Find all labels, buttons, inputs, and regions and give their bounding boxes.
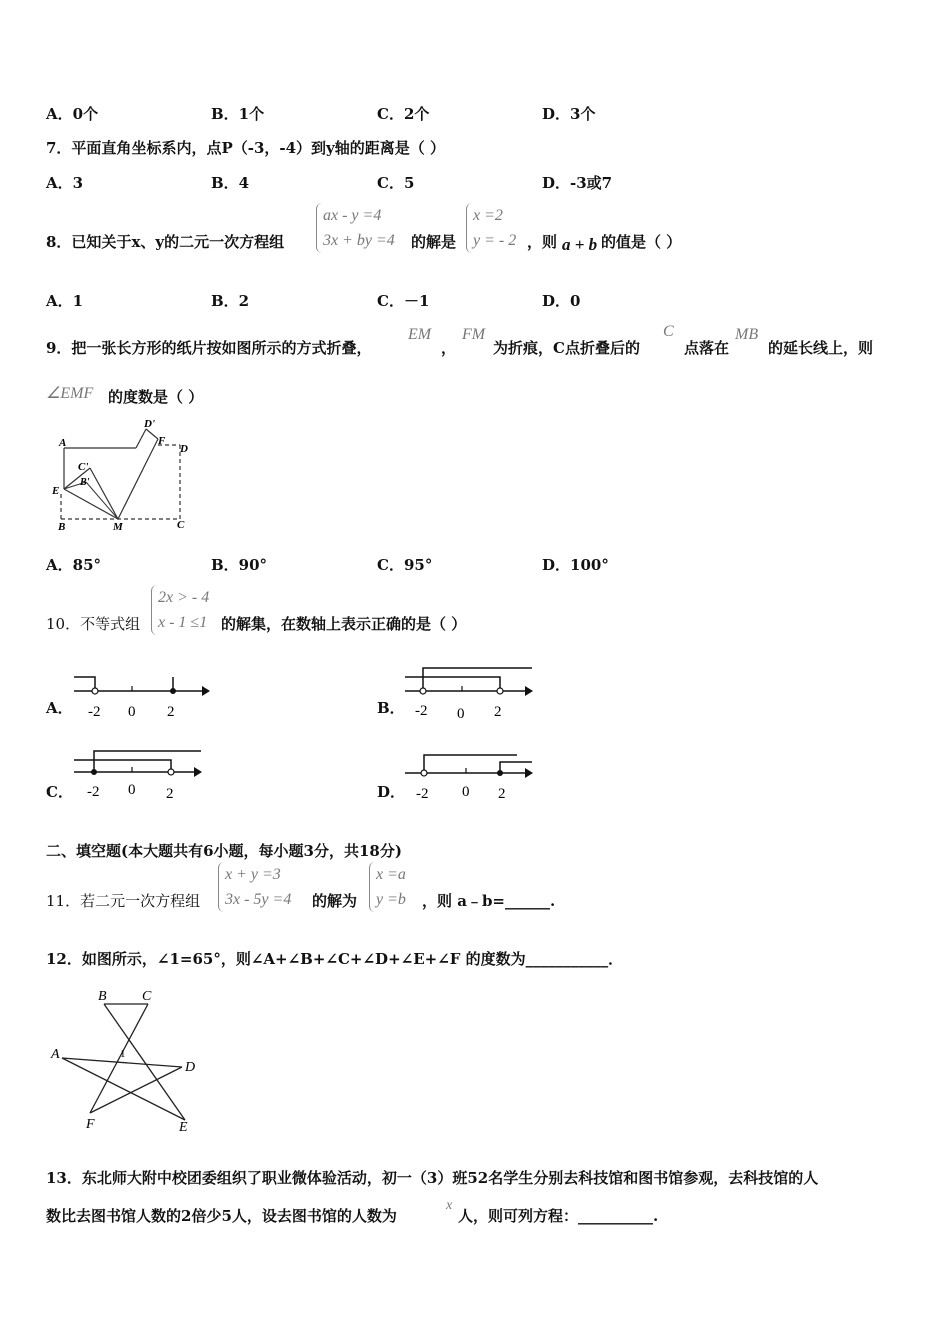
q10b-tick-label-2: 2 <box>494 704 502 720</box>
q9-text-4: 的延长线上，则 <box>768 339 874 357</box>
q11-system-2-eq2: y =b <box>376 891 406 908</box>
q10-prefix: 10．不等式组 <box>46 615 141 633</box>
q10-suffix: 的解集，在数轴上表示正确的是（ ） <box>221 615 467 633</box>
q8-suffix: 的值是（ ） <box>601 233 682 251</box>
q9-option-b: B．90° <box>211 556 268 574</box>
q10a-tick-label-0: 0 <box>128 704 136 720</box>
q7-option-a: A．3 <box>46 174 84 192</box>
q10c-tick-label-0: 0 <box>128 782 136 798</box>
q11-system-1-eq2: 3x - 5y =4 <box>225 891 292 908</box>
q9-fig-label-f: F <box>158 435 166 447</box>
q9-text-5: 的度数是（ ） <box>108 388 204 406</box>
q10b-point-minus2 <box>420 688 426 694</box>
q13-line-1: 13．东北师大附中校团委组织了职业微体验活动，初一（3）班52名学生分别去科技馆和图书馆参观，去科技馆的人 <box>46 1169 819 1187</box>
q10c-ray-lower <box>74 760 171 772</box>
q12-label-d: D <box>185 1060 196 1075</box>
q11-mid: 的解为 <box>312 892 358 910</box>
q10c-ray-upper <box>94 751 201 772</box>
q13-x: x <box>446 1198 453 1213</box>
q8-system-2-eq2: y = - 2 <box>473 232 517 249</box>
q9-fig-bm <box>86 482 118 519</box>
q9-fig-label-e: E <box>52 485 60 497</box>
q11-prefix: 11．若二元一次方程组 <box>46 892 201 910</box>
q11-system-1 <box>218 862 291 912</box>
q10-number-line-c <box>70 743 210 805</box>
q10-option-d-label: D． <box>377 783 406 801</box>
q11-system-1-eq1: x + y =3 <box>225 866 281 883</box>
q11-system-2-eq1: x =a <box>376 866 406 883</box>
q8-expression: a + b <box>562 235 598 254</box>
q10-option-a-label: A． <box>46 699 73 717</box>
q10a-tick-label-2: 2 <box>167 704 175 720</box>
q9-fig-label-c-prime: C' <box>78 461 89 473</box>
q10a-point-minus2 <box>92 688 98 694</box>
q9-c: C <box>663 323 674 340</box>
q8-prefix: 8．已知关于x、y的二元一次方程组 <box>46 233 285 251</box>
q12-label-b: B <box>98 989 107 1004</box>
q10b-ray-upper <box>423 668 532 691</box>
q10-number-line-b <box>401 660 541 722</box>
q11-system-2 <box>369 862 406 912</box>
q9-fig-label-c: C <box>177 519 185 531</box>
q9-text-3: 点落在 <box>684 339 730 357</box>
q10-system-eq2: x - 1 ≤1 <box>158 614 208 631</box>
q9-option-d: D．100° <box>542 556 609 574</box>
q13-line-2b: 人，则可列方程：__________. <box>458 1207 659 1225</box>
q10b-point-2 <box>497 688 503 694</box>
q10a-arrow <box>202 686 210 696</box>
q11-suffix: ，则 a﹣b=______. <box>422 892 556 910</box>
q9-fig-label-m: M <box>113 521 123 533</box>
q9-option-c: C．95° <box>377 556 433 574</box>
q8-then: ，则 <box>527 233 558 251</box>
q12-line-df <box>90 1067 182 1113</box>
q10d-arrow <box>525 768 533 778</box>
q9-fig-label-b: B <box>58 521 66 533</box>
q12-label-a: A <box>51 1047 60 1062</box>
q12-line-ae <box>62 1058 185 1120</box>
q9-fm: FM <box>462 326 486 343</box>
q9-option-a: A．85° <box>46 556 102 574</box>
q13-line-2a: 数比去图书馆人数的2倍少5人，设去图书馆的人数为 <box>46 1207 397 1225</box>
q8-option-c: C．－1 <box>377 292 430 310</box>
q10d-point-minus2 <box>421 770 427 776</box>
q6-option-b: B．1个 <box>211 105 265 123</box>
q8-option-b: B．2 <box>211 292 250 310</box>
q10-system <box>151 585 209 635</box>
q10-option-b-label: B． <box>377 699 405 717</box>
q10d-tick-label-2: 2 <box>498 786 506 802</box>
q8-system-2 <box>466 203 516 253</box>
q7-option-b: B．4 <box>211 174 250 192</box>
q10d-point-2 <box>497 770 503 776</box>
q9-fig-fm <box>118 439 158 519</box>
q9-em: EM <box>408 326 432 343</box>
q10b-tick-label-0: 0 <box>457 706 465 722</box>
q9-mb: MB <box>735 326 759 343</box>
q9-text-2: 为折痕，C点折叠后的 <box>493 339 640 357</box>
q6-option-a: A．0个 <box>46 105 99 123</box>
q7-option-d: D．-3或7 <box>542 174 613 192</box>
q12-label-e: E <box>179 1120 188 1134</box>
q8-system-1-eq1: ax - y =4 <box>323 207 382 224</box>
q9-fig-label-a: A <box>59 437 67 449</box>
q12-star-figure <box>48 982 208 1134</box>
q10c-tick-label-2: 2 <box>166 786 174 802</box>
q9-fig-label-b-prime: B' <box>80 477 90 488</box>
q7-stem: 7．平面直角坐标系内，点P（-3，-4）到y轴的距离是（ ） <box>46 139 445 157</box>
q10-system-eq1: 2x > - 4 <box>158 589 210 606</box>
q8-mid: 的解是 <box>411 233 457 251</box>
q9-angle: ∠EMF <box>46 385 94 402</box>
q10d-ray-left-bracket <box>424 755 517 773</box>
q9-fig-ad <box>136 429 146 448</box>
q10-option-c-label: C． <box>46 783 73 801</box>
q8-system-1 <box>316 203 395 253</box>
q10b-tick-label-minus2: -2 <box>415 703 428 719</box>
q10c-point-2 <box>168 769 174 775</box>
q10a-point-2 <box>170 688 176 694</box>
q6-option-d: D．3个 <box>542 105 596 123</box>
q10a-tick-label-minus2: -2 <box>88 704 101 720</box>
q9-fig-label-d: D <box>180 443 188 455</box>
q6-option-c: C．2个 <box>377 105 430 123</box>
q9-text-1: 9．把一张长方形的纸片按如图所示的方式折叠， <box>46 339 372 357</box>
q10-number-line-d <box>401 743 541 805</box>
q12-text: 12．如图所示，∠1=65°，则∠A+∠B+∠C+∠D+∠E+∠F 的度数为___________． <box>46 950 624 968</box>
q9-figure <box>46 412 206 534</box>
q7-option-c: C．5 <box>377 174 415 192</box>
q10c-tick-label-minus2: -2 <box>87 784 100 800</box>
q10b-arrow <box>525 686 533 696</box>
q10d-tick-label-0: 0 <box>462 784 470 800</box>
q10c-arrow <box>194 767 202 777</box>
q10c-point-minus2 <box>91 769 97 775</box>
q10a-ray-left <box>74 677 95 691</box>
q9-fig-df <box>146 429 158 439</box>
q10-number-line-a <box>70 660 210 722</box>
q8-option-d: D．0 <box>542 292 581 310</box>
q8-system-1-eq2: 3x + by =4 <box>323 232 395 249</box>
section-2-title: 二、填空题(本大题共有6小题，每小题3分，共18分) <box>46 842 402 860</box>
q12-label-f: F <box>86 1117 95 1132</box>
q9-fig-label-d-prime: D' <box>144 418 155 430</box>
q12-label-1: 1 <box>120 1048 126 1060</box>
q12-label-c: C <box>142 989 152 1004</box>
q9-comma: ， <box>441 339 457 357</box>
q10d-tick-label-minus2: -2 <box>416 786 429 802</box>
q10b-ray-lower <box>405 677 500 691</box>
q8-option-a: A．1 <box>46 292 84 310</box>
q8-system-2-eq1: x =2 <box>473 207 503 224</box>
